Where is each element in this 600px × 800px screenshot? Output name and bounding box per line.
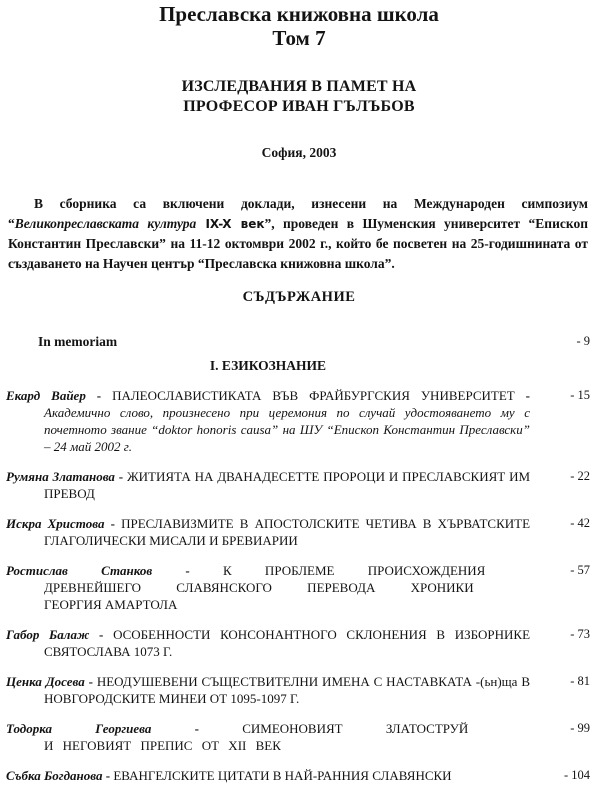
memorial-title-line2: ПРОФЕСОР ИВАН ГЪЛЪБОВ bbox=[183, 98, 415, 115]
memorial-title-line1: ИЗСЛЕДВАНИЯ В ПАМЕТ НА bbox=[181, 78, 417, 95]
entry-text bbox=[6, 767, 530, 784]
entry-separator: - bbox=[110, 516, 115, 531]
intro-paragraph bbox=[8, 194, 588, 274]
entry-author: Тодорка Георгиева bbox=[6, 721, 152, 736]
toc-entry bbox=[6, 387, 592, 455]
entry-author: Габор Балаж bbox=[6, 627, 90, 642]
entry-title-line: СИМЕОНОВИЯТ ЗЛАТОСТРУЙ bbox=[242, 721, 469, 736]
toc-entry bbox=[6, 720, 592, 754]
entry-text bbox=[6, 515, 530, 549]
entry-title: ОСОБЕННОСТИ КОНСОНАНТНОГО СКЛОНЕНИЯ В ИЗБОРНИКЕ СВЯТОСЛАВА 1073 Г. bbox=[44, 627, 531, 659]
entry-text bbox=[6, 387, 530, 455]
entry-author: Събка Богданова bbox=[6, 768, 103, 783]
toc-entry bbox=[6, 767, 592, 784]
entry-author: Екард Вайер bbox=[6, 388, 86, 403]
entry-page-number: - 73 bbox=[570, 627, 590, 641]
toc-entry bbox=[6, 673, 592, 707]
memorial-title bbox=[6, 77, 592, 117]
entry-title-line: ГЕОРГИЯ АМАРТОЛА bbox=[44, 597, 178, 612]
entry-title: ПРЕСЛАВИЗМИТЕ В АПОСТОЛСКИТЕ ЧЕТИВА В ХЪРВАТСКИТЕ ГЛАГОЛИЧЕСКИ МИСАЛИ И БРЕВИАРИИ bbox=[44, 516, 531, 548]
contents-heading: СЪДЪРЖАНИЕ bbox=[242, 289, 356, 305]
entry-separator: - bbox=[194, 721, 199, 736]
entry-separator: - bbox=[96, 388, 102, 403]
entry-title: ЕВАНГЕЛСКИТЕ ЦИТАТИ В НАЙ-РАННИЯ СЛАВЯНСКИ bbox=[113, 768, 452, 783]
in-memoriam-row bbox=[6, 333, 592, 350]
entry-separator: - bbox=[118, 469, 124, 484]
entry-page-number: - 81 bbox=[570, 674, 590, 688]
entry-page-number: - 22 bbox=[570, 469, 590, 483]
book-title bbox=[6, 2, 592, 50]
intro-run1: В сборника са включени доклади, изнесени на Международен симпозиум “ bbox=[8, 196, 588, 231]
in-memoriam-label: In memoriam bbox=[38, 334, 118, 349]
entry-author: Искра Христова bbox=[6, 516, 105, 531]
entry-title-line: И НЕГОВИЯТ ПРЕПИС ОТ XII ВЕК bbox=[44, 738, 281, 753]
entry-title: НЕОДУШЕВЕНИ СЪЩЕСТВИТЕЛНИ ИМЕНА С НАСТАВКАТА -(ьн)ща В НОВГОРОДСКИТЕ МИНЕИ ОТ 1095-1097 Г. bbox=[44, 674, 530, 706]
imprint: София, 2003 bbox=[261, 145, 337, 160]
entry-page-number: - 15 bbox=[570, 388, 590, 402]
entry-subtitle-separator: - bbox=[525, 388, 531, 403]
intro-symposium-title: Великопреславската култура bbox=[14, 216, 197, 231]
book-title-line1: Преславска книжовна школа bbox=[159, 2, 439, 26]
entry-subtitle: Академично слово, произнесено при церемония по случай удостояването му с почетното звание “doktor honoris causa” на ШУ “Епископ Константин Преславски” – 24 май 2002 г. bbox=[44, 405, 530, 454]
entry-title-line: ДРЕВНЕЙШЕГО СЛАВЯНСКОГО ПЕРЕВОДА ХРОНИКИ bbox=[44, 580, 474, 595]
toc-entry bbox=[6, 515, 592, 549]
entry-title: ПАЛЕОСЛАВИСТИКАТА ВЪВ ФРАЙБУРГСКИЯ УНИВЕРСИТЕТ bbox=[112, 388, 515, 403]
entry-separator: - bbox=[185, 563, 190, 578]
toc-entry bbox=[6, 468, 592, 502]
entry-separator: - bbox=[88, 674, 93, 689]
entry-text bbox=[6, 673, 530, 707]
entry-page-number: - 57 bbox=[570, 563, 590, 577]
entry-text bbox=[6, 468, 530, 502]
entry-author: Ростислав Станков bbox=[6, 563, 153, 578]
toc-entry bbox=[6, 562, 592, 613]
entry-page-number: - 42 bbox=[570, 516, 590, 530]
entry-title: ЖИТИЯТА НА ДВАНАДЕСЕТТЕ ПРОРОЦИ И ПРЕСЛАВСКИЯТ ИМ ПРЕВОД bbox=[44, 469, 531, 501]
toc-entries-list bbox=[6, 387, 592, 784]
entry-title-line: К ПРОБЛЕМЕ ПРОИСХОЖДЕНИЯ bbox=[223, 563, 486, 578]
toc-entry bbox=[6, 626, 592, 660]
entry-page-number: - 104 bbox=[563, 768, 590, 782]
entry-text bbox=[6, 626, 530, 660]
intro-century-range: IX-X век bbox=[196, 217, 265, 231]
section-heading-label: I. ЕЗИКОЗНАНИЕ bbox=[209, 358, 327, 373]
entry-author: Румяна Златанова bbox=[6, 469, 115, 484]
entry-text bbox=[6, 562, 530, 613]
entry-text bbox=[6, 720, 530, 754]
in-memoriam-page-number: - 9 bbox=[576, 334, 590, 348]
book-title-line2: Том 7 bbox=[272, 26, 326, 50]
entry-page-number: - 99 bbox=[570, 721, 590, 735]
entry-separator: - bbox=[105, 768, 111, 783]
section-heading bbox=[6, 357, 530, 374]
entry-separator: - bbox=[99, 627, 104, 642]
entry-author: Ценка Досева bbox=[6, 674, 85, 689]
intro-run4: ”, проведен в Шуменския университет “Епископ Константин Преславски” на 11-12 октомври 2002 г., който бе посветен на 25-годишнината от създаването на Научен център “Преславска книжовна школа”. bbox=[8, 216, 588, 271]
